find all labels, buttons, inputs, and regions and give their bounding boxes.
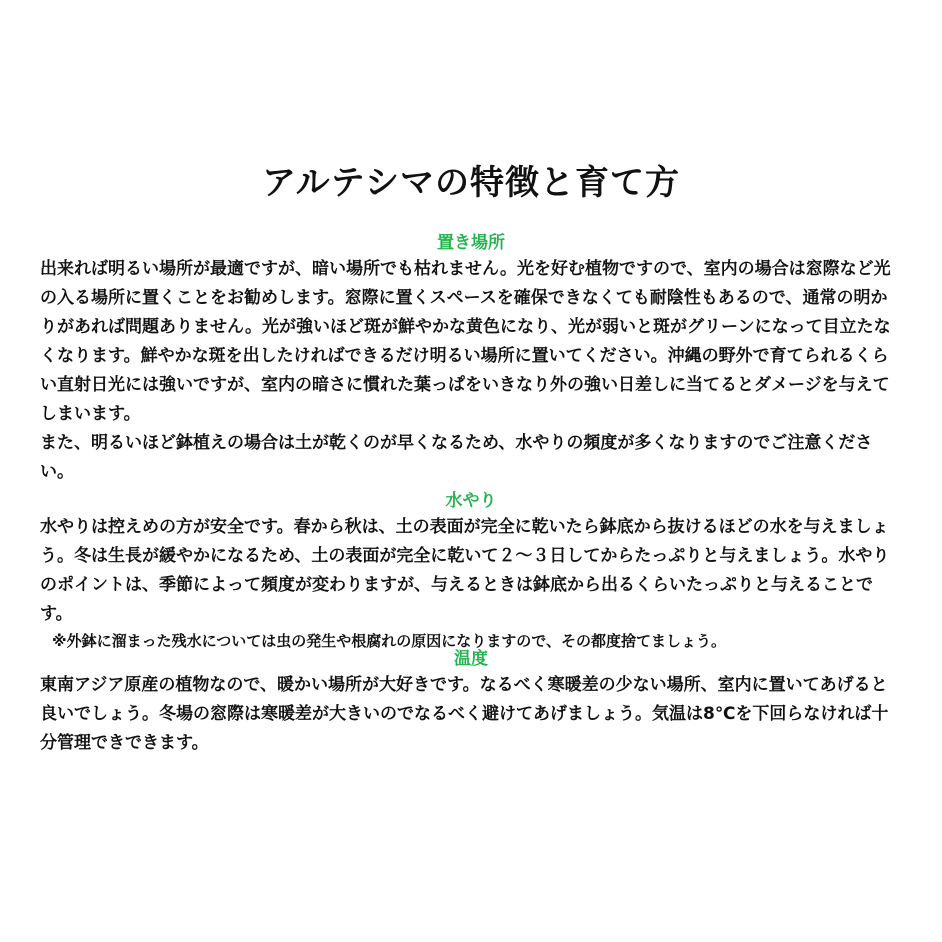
paragraph: 水やりは控えめの方が安全です。春から秋は、土の表面が完全に乾いたら鉢底から抜けるほどの水を与えましょう。冬は生長が緩やかになるため、土の表面が完全に乾いて２～３日してからたっぷりと与えましょう。水やりのポイントは、季節によって頻度が変わりますが、与えるときは鉢底から出るくらいたっぷりと与えることです。 [40,517,890,624]
paragraph: 出来れば明るい場所が最適ですが、暗い場所でも枯れません。光を好む植物ですので、室内の場合は窓際など光の入る場所に置くことをお勧めします。窓際に置くスペースを確保できなくても耐陰性もあるので、通常の明かりがあれば問題ありません。光が強いほど斑が鮮やかな黄色になり、光が弱いと斑がグリーンになって目立たなくなります。鮮やかな斑を出したければできるだけ明るい場所に置いてください。沖縄の野外で育てられるくらい直射日光には強いですが、室内の暗さに慣れた葉っぱをいきなり外の強い日差しに当てるとダメージを与えてしまいます。 [40,259,891,424]
section-body-placement [40,255,902,487]
section-heading-placement: 置き場所 [437,233,505,253]
section-body-temperature [40,671,902,758]
section-placement [40,231,902,487]
paragraph: また、明るいほど鉢植えの場合は土が乾くのが早くなるため、水やりの頻度が多くなりますのでご注意ください。 [40,433,873,482]
section-watering [40,489,902,653]
paragraph: 東南アジア原産の植物なので、暖かい場所が大好きです。なるべく寒暖差の少ない場所、室内に置いてあげると良いでしょう。冬場の窓際は寒暖差が大きいのでなるべく避けてあげましょう。気温は8℃を下回らなければ十分管理できできます。 [40,675,889,753]
section-heading-watering: 水やり [445,491,497,511]
section-heading-temperature: 温度 [454,649,488,669]
section-temperature [40,647,902,758]
page-title: アルテシマの特徴と育て方 [262,162,680,203]
section-body-watering [40,513,902,629]
watering-note: ※外鉢に溜まった残水については虫の発生や根腐れの原因になりますので、その都度捨てましょう。 [52,632,726,650]
